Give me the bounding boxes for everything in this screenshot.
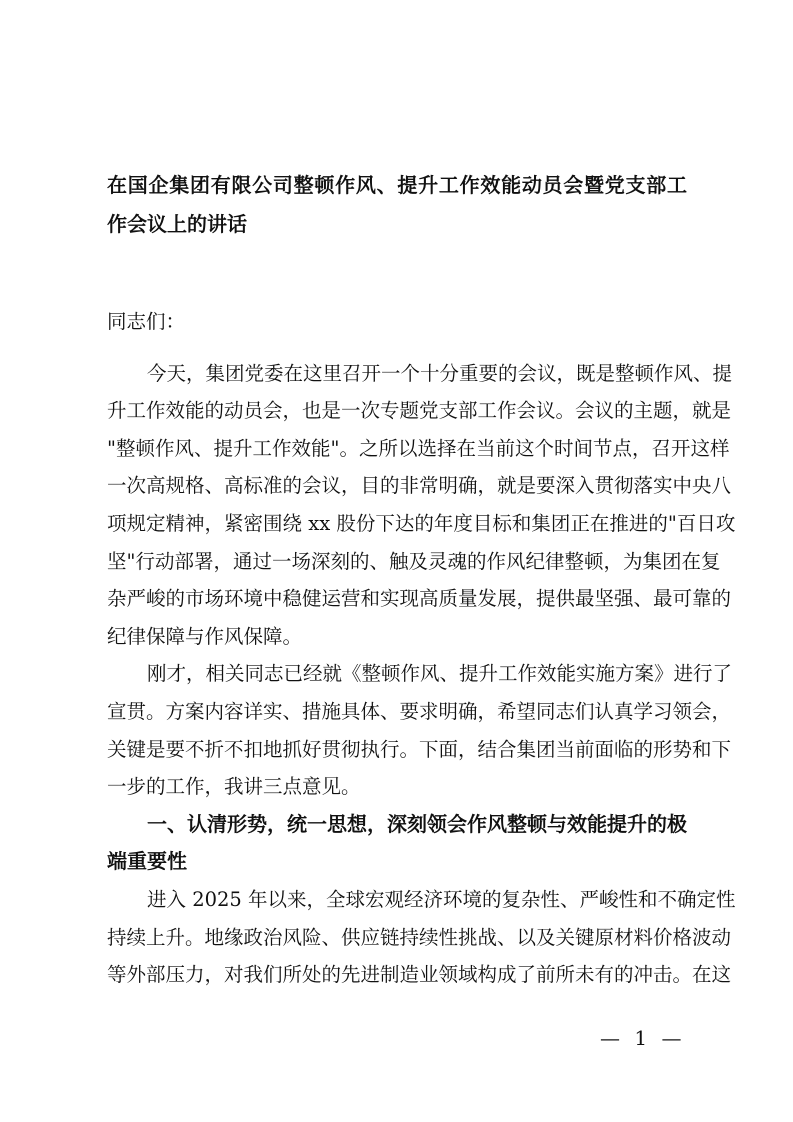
text-line: 等外部压力，对我们所处的先进制造业领域构成了前所未有的冲击。在这 [107,963,732,987]
text-line: 坚"行动部署，通过一场深刻的、触及灵魂的作风纪律整顿，为集团在复 [107,549,721,573]
section-heading-1 [107,806,685,881]
salutation: 同志们： [107,310,186,333]
text-line: 项规定精神，紧密围绕 xx 股份下达的年度目标和集团正在推进的"百日攻 [107,511,736,535]
text-line: 刚才，相关同志已经就《整顿作风、提升工作效能实施方案》进行了 [147,662,733,686]
paragraph-1 [107,355,736,656]
title-line: 在国企集团有限公司整顿作风、提升工作效能动员会暨党支部工 [107,173,687,197]
paragraph-3 [107,881,736,994]
text-line: 纪律保障与作风保障。 [107,624,303,648]
text-line: 宣贯。方案内容详实、措施具体、要求明确，希望同志们认真学习领会， [107,699,732,723]
text-line: 关键是要不折不扣地抓好贯彻执行。下面，结合集团当前面临的形势和下 [107,737,732,761]
text-line: 一步的工作，我讲三点意见。 [107,775,361,799]
text-line: 持续上升。地缘政治风险、供应链持续性挑战、以及关键原材料价格波动 [107,925,732,949]
page-number: — 1 — [600,1026,686,1050]
document-body [107,303,736,994]
text-line: 今天，集团党委在这里召开一个十分重要的会议，既是整顿作风、提 [147,361,733,385]
text-line: 杂严峻的市场环境中稳健运营和实现高质量发展，提供最坚强、最可靠的 [107,587,732,611]
text-line: 进入 2025 年以来，全球宏观经济环境的复杂性、严峻性和不确定性 [147,887,736,911]
document-title [107,166,687,244]
paragraph-2 [107,655,733,805]
heading-line: 一、认清形势，统一思想，深刻领会作风整顿与效能提升的极 [147,811,687,836]
title-line: 作会议上的讲话 [107,212,247,236]
text-line: "整顿作风、提升工作效能"。之所以选择在当前这个时间节点，召开这样 [107,436,730,460]
text-line: 升工作效能的动员会，也是一次专题党支部工作会议。会议的主题，就是 [107,399,732,423]
heading-line: 端重要性 [107,849,187,874]
text-line: 一次高规格、高标准的会议，目的非常明确，就是要深入贯彻落实中央八 [107,474,732,498]
